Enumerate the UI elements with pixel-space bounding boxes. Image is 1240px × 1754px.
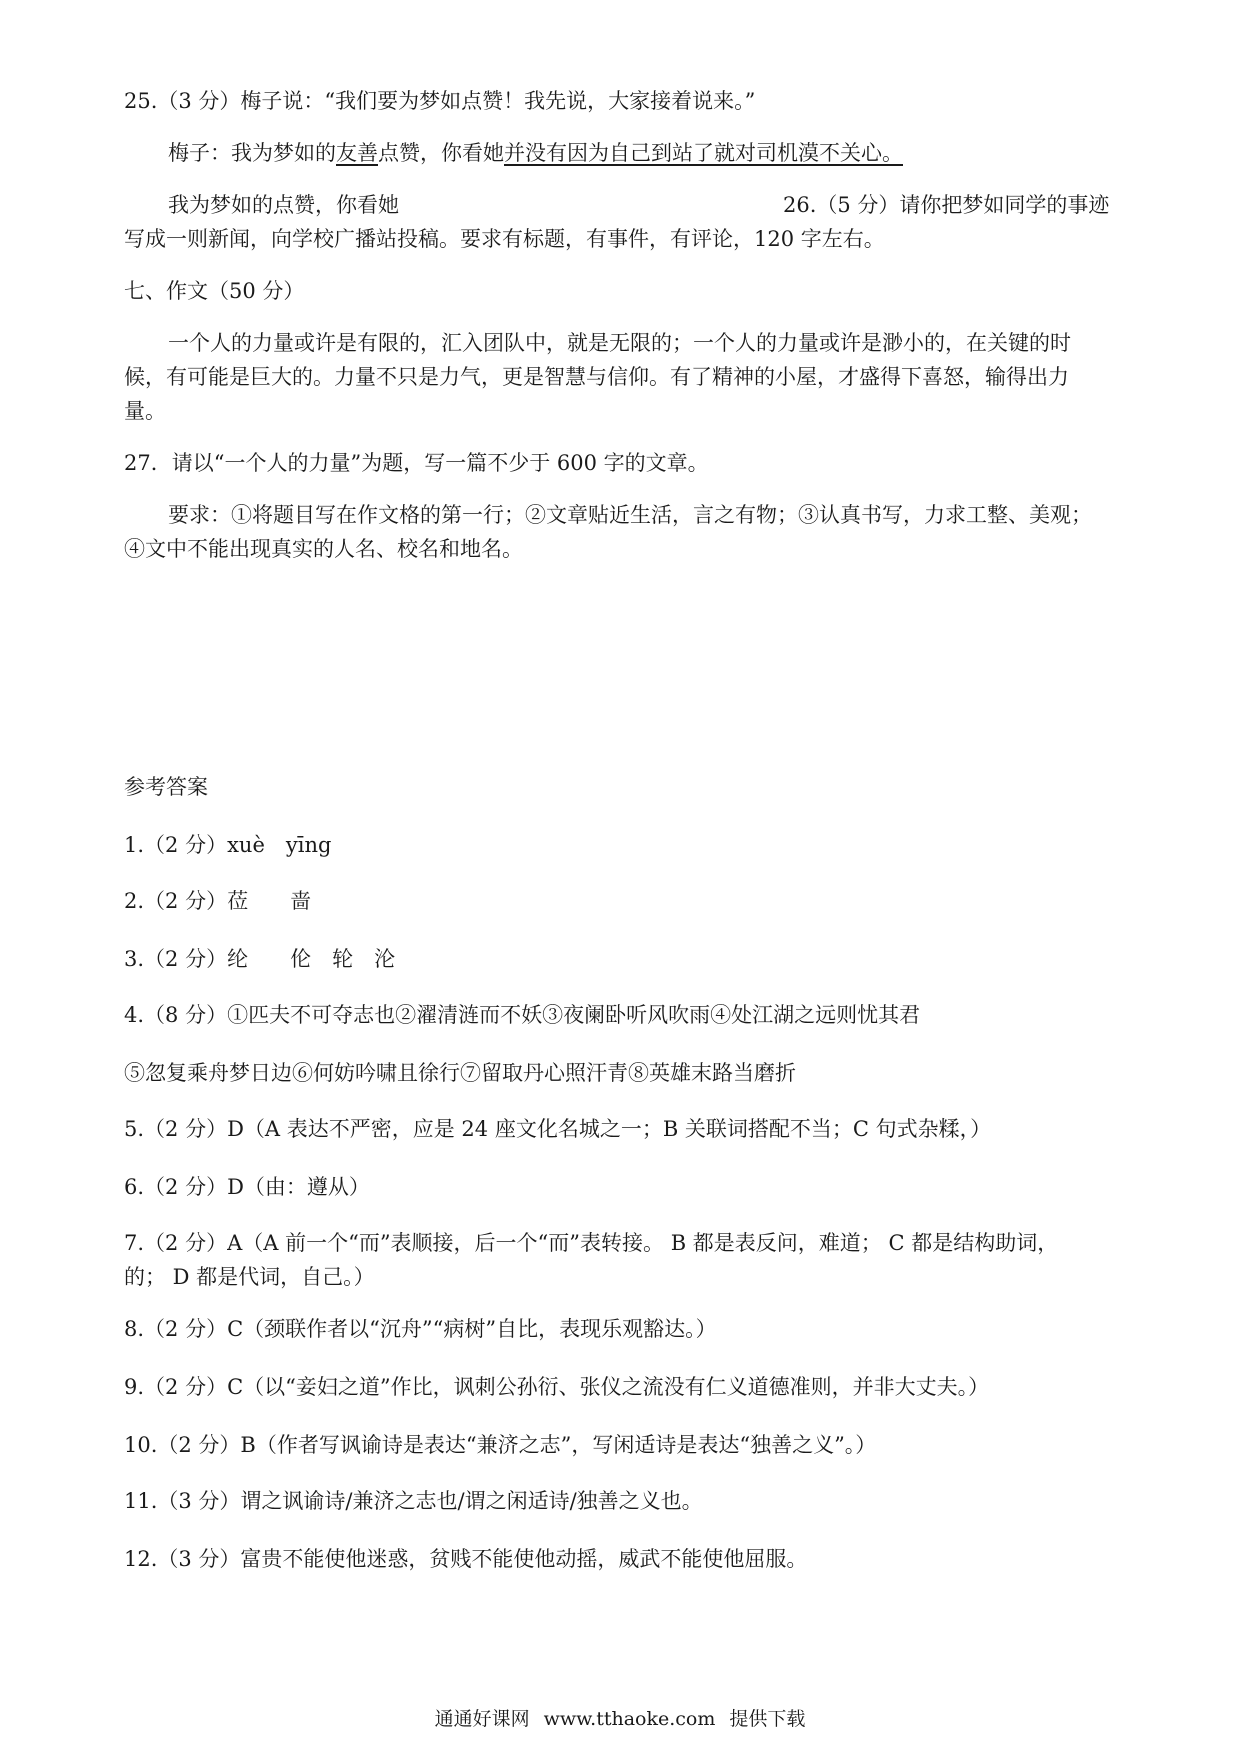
q25-heading: 25.（3 分）梅子说：“我们要为梦如点赞！我先说，大家接着说来。” xyxy=(124,89,756,113)
q27-requirements-line-1: 要求：①将题目写在作文格的第一行；②文章贴近生活，言之有物；③认真书写，力求工整、美观； xyxy=(168,503,1092,527)
footer-url: www.tthaoke.com xyxy=(543,1708,716,1730)
answers-title: 参考答案 xyxy=(124,775,208,799)
q25-example-prefix: 梅子：我为梦如的 xyxy=(168,141,336,165)
answer-item: 的； D 都是代词，自己。） xyxy=(124,1265,375,1289)
page-footer xyxy=(0,1706,1240,1732)
answer-item: 1.（2 分）xuè yīng xyxy=(124,833,332,857)
q26-requirements: 写成一则新闻，向学校广播站投稿。要求有标题，有事件，有评论，120 字左右。 xyxy=(124,227,885,251)
footer-suffix: 提供下载 xyxy=(729,1708,806,1730)
q25-blank-line: 我为梦如的点赞，你看她 xyxy=(168,193,399,217)
answer-item: 5.（2 分）D（A 表达不严密，应是 24 座文化名城之一；B 关联词搭配不当；C 句式杂糅，） xyxy=(124,1117,992,1141)
answer-item: 8.（2 分）C（颈联作者以“沉舟”“病树”自比，表现乐观豁达。） xyxy=(124,1317,717,1341)
answer-item: ⑤忽复乘舟梦日边⑥何妨吟啸且徐行⑦留取丹心照汗青⑧英雄末路当磨折 xyxy=(124,1061,796,1085)
q25-example-line xyxy=(168,138,903,168)
section7-para-line-2: 候，有可能是巨大的。力量不只是力气，更是智慧与信仰。有了精神的小屋，才盛得下喜怒，输得出力 xyxy=(124,365,1069,389)
answer-item: 4.（8 分）①匹夫不可夺志也②濯清涟而不妖③夜阑卧听风吹雨④处江湖之远则忧其君 xyxy=(124,1003,921,1027)
answer-item: 7.（2 分）A（A 前一个“而”表顺接，后一个“而”表转接。 B 都是表反问，难道； C 都是结构助词， xyxy=(124,1231,1059,1255)
q25-example-middle: 点赞，你看她 xyxy=(378,141,504,165)
section7-para-line-1: 一个人的力量或许是有限的，汇入团队中，就是无限的；一个人的力量或许是渺小的，在关键的时 xyxy=(168,331,1071,355)
answer-item: 11.（3 分）谓之讽谕诗/兼济之志也/谓之闲适诗/独善之义也。 xyxy=(124,1489,703,1513)
footer-site-name: 通通好课网 xyxy=(434,1708,530,1730)
q27-requirements-line-2: ④文中不能出现真实的人名、校名和地名。 xyxy=(124,537,523,561)
q25-example-underline-1: 友善 xyxy=(336,141,378,165)
answer-item: 12.（3 分）富贵不能使他迷惑，贫贱不能使他动摇，威武不能使他屈服。 xyxy=(124,1547,808,1571)
q25-example-underline-2: 并没有因为自己到站了就对司机漠不关心。 xyxy=(504,141,903,165)
section7-title: 七、作文（50 分） xyxy=(124,279,305,303)
answer-item: 10.（2 分）B（作者写讽谕诗是表达“兼济之志”，写闲适诗是表达“独善之义”。） xyxy=(124,1433,877,1457)
answer-item: 3.（2 分）纶 伦 轮 沦 xyxy=(124,947,396,971)
section7-para-line-3: 量。 xyxy=(124,399,166,423)
answer-item: 6.（2 分）D（由：遵从） xyxy=(124,1175,370,1199)
answer-item: 2.（2 分）莅 啬 xyxy=(124,889,312,913)
answer-item: 9.（2 分）C（以“妾妇之道”作比，讽刺公孙衍、张仪之流没有仁义道德准则，并非大丈夫。） xyxy=(124,1375,990,1399)
q26-heading: 26.（5 分）请你把梦如同学的事迹 xyxy=(783,193,1110,217)
q27-prompt: 27．请以“一个人的力量”为题，写一篇不少于 600 字的文章。 xyxy=(124,451,709,475)
